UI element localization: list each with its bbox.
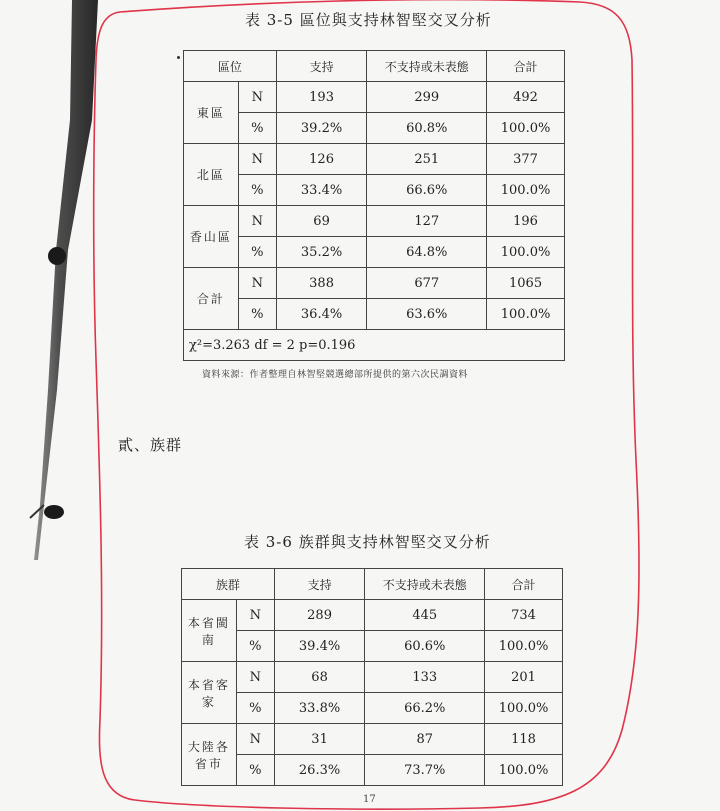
table-row <box>184 113 565 144</box>
cell: 196 <box>487 206 565 237</box>
table-row <box>182 631 563 662</box>
row-label-east: 東區 <box>184 82 239 144</box>
header-oppose: 不支持或未表態 <box>365 569 485 600</box>
cell: 492 <box>487 82 565 113</box>
row-label-hakka: 本省客家 <box>182 662 237 724</box>
cell: 63.6% <box>367 299 487 330</box>
ethnicity-support-table <box>181 568 563 786</box>
table-header-row <box>182 569 563 600</box>
cell: % <box>238 237 276 268</box>
table-row <box>184 206 565 237</box>
header-total: 合計 <box>485 569 563 600</box>
cell: 100.0% <box>487 299 565 330</box>
cell: 100.0% <box>487 237 565 268</box>
table-row <box>182 600 563 631</box>
cell: 251 <box>367 144 487 175</box>
header-support: 支持 <box>274 569 365 600</box>
ink-dot <box>177 56 180 59</box>
cell: % <box>236 693 274 724</box>
cell: 33.8% <box>274 693 365 724</box>
cell: 100.0% <box>487 113 565 144</box>
cell: % <box>238 113 276 144</box>
cell: 39.2% <box>276 113 367 144</box>
cell: % <box>238 175 276 206</box>
cell: 39.4% <box>274 631 365 662</box>
cell: 289 <box>274 600 365 631</box>
table-row <box>182 724 563 755</box>
row-label-xiangshan: 香山區 <box>184 206 239 268</box>
cell: 66.2% <box>365 693 485 724</box>
cell: % <box>238 299 276 330</box>
header-total: 合計 <box>487 51 565 82</box>
cell: 33.4% <box>276 175 367 206</box>
cell: 445 <box>365 600 485 631</box>
row-label-minnan: 本省閩南 <box>182 600 237 662</box>
row-label-mainland: 大陸各省市 <box>182 724 237 786</box>
stats-row <box>184 330 565 361</box>
header-support: 支持 <box>276 51 367 82</box>
cell: N <box>238 268 276 299</box>
cell: N <box>238 206 276 237</box>
chi-square-stats: χ²=3.263 df = 2 p=0.196 <box>184 330 565 361</box>
cell: N <box>236 724 274 755</box>
cell: 31 <box>274 724 365 755</box>
cell: 377 <box>487 144 565 175</box>
section-heading: 貳、族群 <box>118 436 183 454</box>
table-row <box>184 268 565 299</box>
cell: 193 <box>276 82 367 113</box>
row-label-total: 合計 <box>184 268 239 330</box>
cell: 388 <box>276 268 367 299</box>
cell: N <box>238 82 276 113</box>
table-row <box>184 299 565 330</box>
cell: N <box>236 600 274 631</box>
cell: 100.0% <box>485 631 563 662</box>
cell: 100.0% <box>487 175 565 206</box>
region-support-table <box>183 50 565 361</box>
table-row <box>182 662 563 693</box>
cell: 127 <box>367 206 487 237</box>
cell: % <box>236 755 274 786</box>
cell: 677 <box>367 268 487 299</box>
cell: 1065 <box>487 268 565 299</box>
cell: 73.7% <box>365 755 485 786</box>
cell: 36.4% <box>276 299 367 330</box>
table-row <box>182 755 563 786</box>
source-note: 資料來源：作者整理自林智堅競選總部所提供的第六次民調資料 <box>202 370 469 380</box>
cell: 201 <box>485 662 563 693</box>
cell: 35.2% <box>276 237 367 268</box>
cell: 126 <box>276 144 367 175</box>
cell: 133 <box>365 662 485 693</box>
cell: 68 <box>274 662 365 693</box>
cell: 60.8% <box>367 113 487 144</box>
header-oppose: 不支持或未表態 <box>367 51 487 82</box>
cell: % <box>236 631 274 662</box>
row-label-north: 北區 <box>184 144 239 206</box>
table-row <box>184 82 565 113</box>
cell: 100.0% <box>485 693 563 724</box>
cell: 118 <box>485 724 563 755</box>
cell: N <box>238 144 276 175</box>
cell: 299 <box>367 82 487 113</box>
table-header-row <box>184 51 565 82</box>
table-row <box>184 237 565 268</box>
cell: 60.6% <box>365 631 485 662</box>
cell: 87 <box>365 724 485 755</box>
header-group: 族群 <box>182 569 275 600</box>
cell: 64.8% <box>367 237 487 268</box>
cell: 26.3% <box>274 755 365 786</box>
cell: 69 <box>276 206 367 237</box>
cell: 66.6% <box>367 175 487 206</box>
page-number: 17 <box>363 794 376 805</box>
table-3-6-caption: 表 3-6 族群與支持林智堅交叉分析 <box>244 533 491 551</box>
cell: 734 <box>485 600 563 631</box>
cell: 100.0% <box>485 755 563 786</box>
table-row <box>182 693 563 724</box>
table-3-5-caption: 表 3-5 區位與支持林智堅交叉分析 <box>245 11 492 29</box>
table-row <box>184 175 565 206</box>
table-row <box>184 144 565 175</box>
header-region: 區位 <box>184 51 277 82</box>
cell: N <box>236 662 274 693</box>
